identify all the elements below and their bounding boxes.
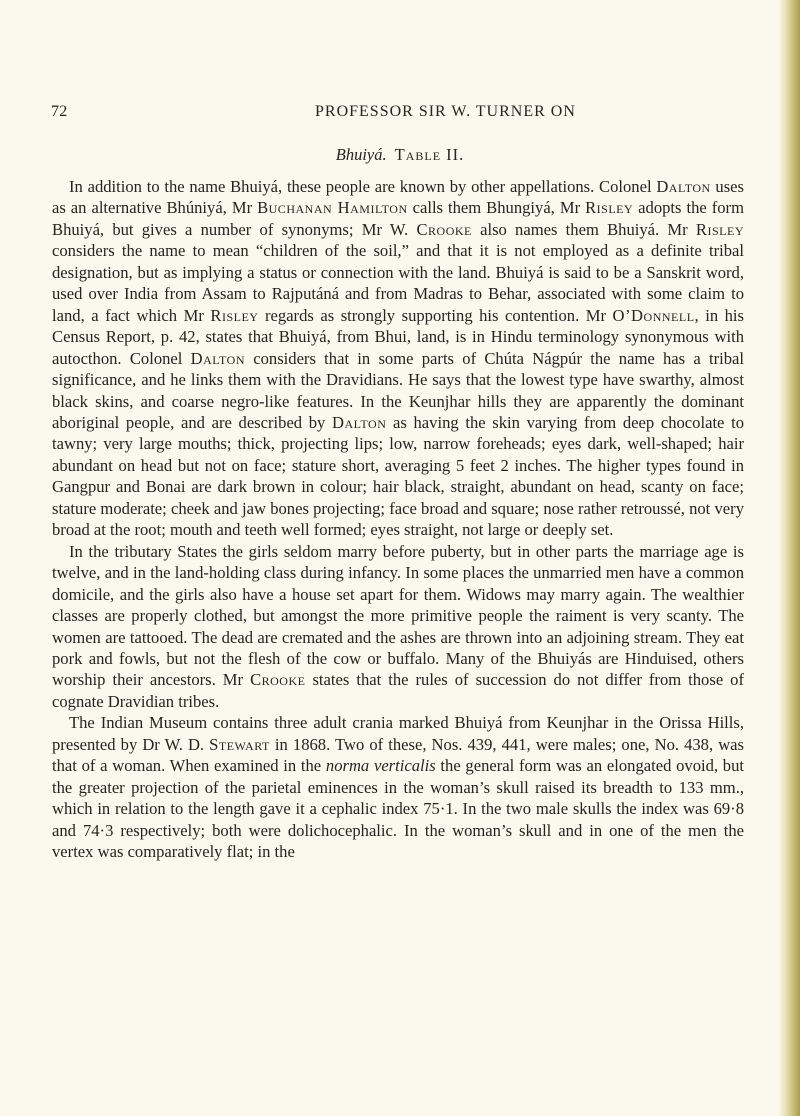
text-run: considers the name to mean “children of the soil,” and that it is not employed as a definite tribal designation, but as implying a status or connection with the land. Bhuiyá is said to be a Sanskrit word, used over India from Assam to Rajputáná and from Madras to Behar, associated with some claim to land, a fact which Mr: [52, 241, 744, 325]
author-name: Dalton: [190, 348, 245, 368]
body-text: [52, 176, 744, 863]
text-run: uses as an alternative Bhúniyá, Mr: [52, 177, 744, 218]
text-run: , in his Census Report, p. 42, states that Bhuiyá, from Bhui, land, is in Hindu terminology synonymous with autocthon. Colonel: [52, 305, 744, 368]
text-run: in 1868. Two of these, Nos. 439, 441, were males; one, No. 438, was that of a woman. When examined in the: [52, 734, 745, 776]
running-title: PROFESSOR SIR W. TURNER ON: [315, 103, 576, 120]
paragraph: [52, 176, 744, 541]
author-name: O’Donnell: [612, 305, 695, 325]
author-name: Dalton: [656, 177, 711, 196]
text-run: In the tributary States the girls seldom marry before puberty, but in other parts the marriage age is twelve, and in the land-holding class during infancy. In some places the unmarried men have a common domicile, and the girls also have a house set apart for them. Widows may marry again. The wealthier classes are properly clothed, but amongst the more primitive people the raiment is very scanty. The women are tattooed. The dead are cremated and the ashes are thrown into an adjoining stream. They eat pork and fowls, but not the flesh of the cow or buffalo. Many of the Bhuiyás are Hinduised, others worship their ancestors. Mr: [52, 541, 744, 690]
author-name: Crooke: [416, 219, 472, 239]
text-run: adopts the form Bhuiyá, but gives a number of synonyms; Mr W.: [52, 198, 744, 239]
author-name: Buchanan Hamilton: [257, 198, 408, 218]
text-run: states that the rules of succession do not differ from those of cognate Dravidian tribes.: [52, 670, 745, 711]
text-run: calls them Bhungiyá, Mr: [407, 198, 586, 218]
table-label: Table II.: [394, 145, 465, 164]
text-run: the general form was an elongated ovoid, but the greater projection of the parietal eminences in the woman’s skull raised its breadth to 133 mm., which in relation to the length gave it a cephalic index 75·1. In the two male skulls the index was 69·8 and 74·3 respectively; both were dolichocephalic. In the woman’s skull and in one of the men the vertex was comparatively flat; in the: [52, 756, 744, 862]
text-run: In addition to the name Bhuiyá, these people are known by other appellations. Colonel: [69, 177, 657, 196]
author-name: Stewart: [209, 734, 270, 754]
section-title: [0, 145, 800, 165]
italic-term: norma verticalis: [325, 756, 436, 776]
author-name: Dalton: [332, 412, 387, 432]
text-run: as having the skin varying from deep chocolate to tawny; very large mouths; thick, projecting lips; low, narrow foreheads; eyes dark, well-shaped; hair abundant on head but not on face; stature short, averaging 5 feet 2 inches. The higher types found in Gangpur and Bonai are dark brown in colour; hair black, straight, abundant on head, scanty on face; stature moderate; cheek and jaw bones projecting; face broad and square; nose rather retroussé, not very broad at the root; mouth and teeth well formed; eyes straight, not large or deeply set.: [52, 412, 744, 540]
text-run: also names them Bhuiyá. Mr: [471, 219, 696, 239]
author-name: Risley: [695, 219, 744, 239]
paragraph: [52, 712, 744, 862]
page-number: 72: [51, 103, 68, 120]
running-header: [51, 103, 751, 125]
author-name: Risley: [585, 198, 634, 218]
section-name: Bhuiyá.: [335, 145, 387, 164]
author-name: Risley: [210, 305, 259, 325]
text-run: The Indian Museum contains three adult crania marked Bhuiyá from Keunjhar in the Orissa Hills, presented by Dr W. D.: [52, 713, 744, 754]
paragraph: [52, 541, 744, 713]
text-run: considers that in some parts of Chúta Nágpúr the name has a tribal significance, and he links them with the Dravidians. He says that the lowest type have swarthy, almost black skins, and coarse negro-like features. In the Keunjhar hills they are apparently the dominant aboriginal people, and are described by: [52, 348, 745, 432]
author-name: Crooke: [250, 670, 306, 690]
text-run: regards as strongly supporting his contention. Mr: [258, 305, 613, 325]
page-edge-shading: [778, 0, 800, 1116]
